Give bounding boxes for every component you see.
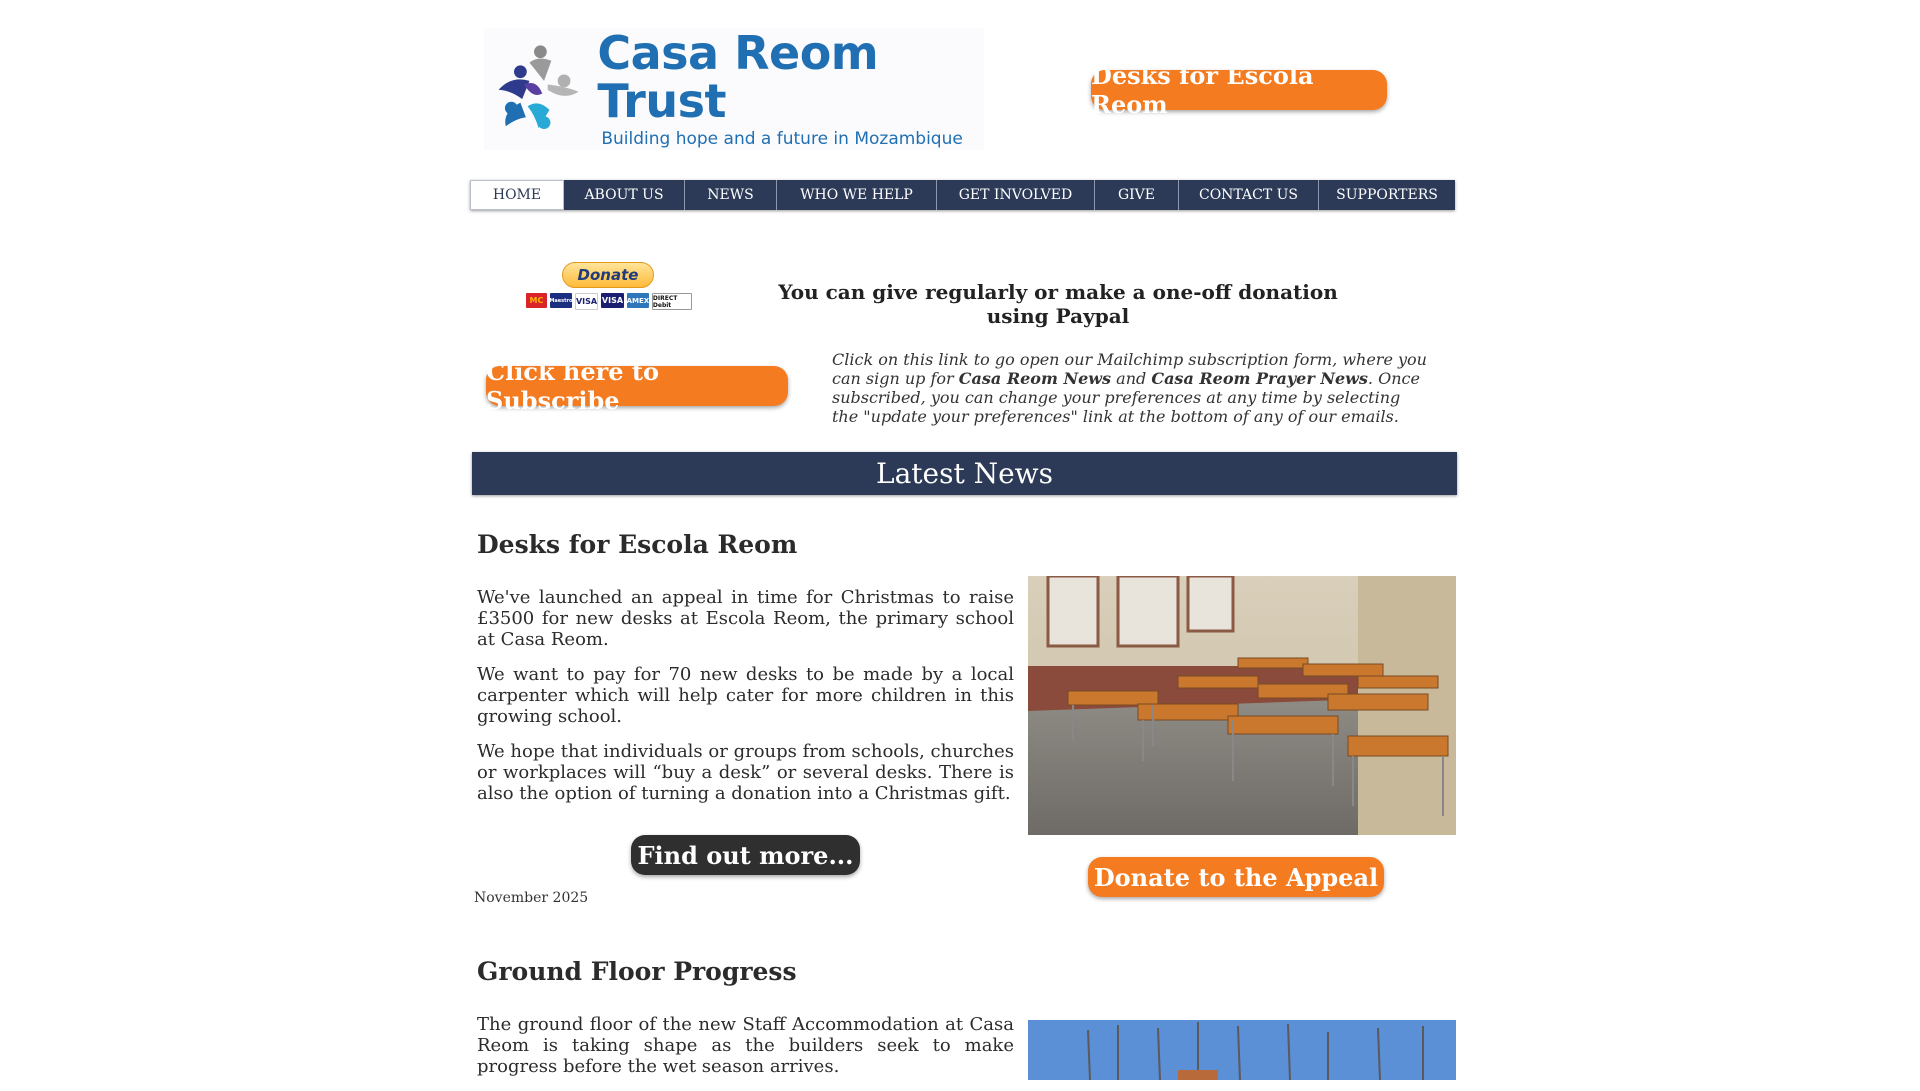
- nav-item-who-we-help[interactable]: WHO WE HELP: [777, 180, 937, 210]
- article-paragraph: The ground floor of the new Staff Accommodation at Casa Reom is taking shape as the builders seek to make progress before the wet season arrives.: [477, 1014, 1014, 1077]
- paypal-donate-button[interactable]: Donate: [562, 262, 654, 288]
- nav-item-give[interactable]: GIVE: [1095, 180, 1179, 210]
- logo-text: [597, 25, 984, 150]
- mastercard-icon: MC: [526, 293, 547, 308]
- find-out-more-button[interactable]: Find out more...: [631, 835, 860, 875]
- nav-item-news[interactable]: NEWS: [685, 180, 777, 210]
- logo-tagline: Building hope and a future in Mozambique: [601, 129, 963, 150]
- paypal-donate[interactable]: [526, 262, 692, 312]
- subscribe-info-part2: and: [1111, 369, 1152, 388]
- subscribe-info-bold2: Casa Reom Prayer News: [1151, 369, 1368, 388]
- desks-for-escola-reom-button[interactable]: Desks for Escola Reom: [1091, 70, 1387, 110]
- subscribe-info-part3: . Once subscribed, you can change your preferences at any time by selecting the "update your preferences" link at the bottom of any of our emails.: [832, 369, 1420, 426]
- logo-title: Casa Reom Trust: [597, 25, 879, 128]
- article-title: Desks for Escola Reom: [477, 530, 798, 559]
- nav-item-home[interactable]: HOME: [470, 180, 564, 210]
- subscribe-info-part1: Click on this link to go open our Mailchimp subscription form, where you can sign up for: [832, 350, 1427, 388]
- subscribe-info-text: [832, 350, 1428, 426]
- nav-item-about-us[interactable]: ABOUT US: [564, 180, 685, 210]
- article-title: Ground Floor Progress: [477, 957, 797, 986]
- paypal-info-text: You can give regularly or make a one-off donation using Paypal: [778, 280, 1338, 328]
- article-body: [477, 1014, 1014, 1091]
- article-paragraph: We want to pay for 70 new desks to be made by a local carpenter which will help cater for more children in this growing school.: [477, 664, 1014, 727]
- people-circle-logo-icon: [484, 30, 591, 148]
- nav-item-get-involved[interactable]: GET INVOLVED: [937, 180, 1095, 210]
- payment-cards: [526, 293, 692, 310]
- subscribe-info-bold1: Casa Reom News: [958, 369, 1112, 388]
- donate-to-appeal-button[interactable]: Donate to the Appeal: [1088, 857, 1384, 897]
- visa-electron-icon: VISA: [601, 293, 624, 308]
- nav-item-contact-us[interactable]: CONTACT US: [1179, 180, 1319, 210]
- subscribe-button[interactable]: Click here to Subscribe: [486, 366, 788, 406]
- classroom-desks-photo: [1028, 576, 1456, 835]
- amex-icon: AMEX: [627, 293, 649, 308]
- latest-news-heading: Latest News: [472, 452, 1457, 495]
- article-date: November 2025: [474, 890, 589, 906]
- main-nav: [470, 180, 1455, 210]
- direct-debit-icon: DIRECT Debit: [652, 293, 692, 310]
- article-paragraph: We've launched an appeal in time for Christmas to raise £3500 for new desks at Escola Reom, the primary school at Casa Reom.: [477, 587, 1014, 650]
- site-logo[interactable]: [484, 25, 984, 150]
- maestro-icon: Maestro: [550, 293, 572, 308]
- article-paragraph: We hope that individuals or groups from schools, churches or workplaces will “buy a desk” or several desks. There is also the option of turning a donation into a Christmas gift.: [477, 741, 1014, 804]
- nav-item-supporters[interactable]: SUPPORTERS: [1336, 187, 1438, 203]
- article-body: [477, 587, 1014, 818]
- visa-icon: VISA: [575, 293, 598, 310]
- construction-site-photo: [1028, 1020, 1456, 1080]
